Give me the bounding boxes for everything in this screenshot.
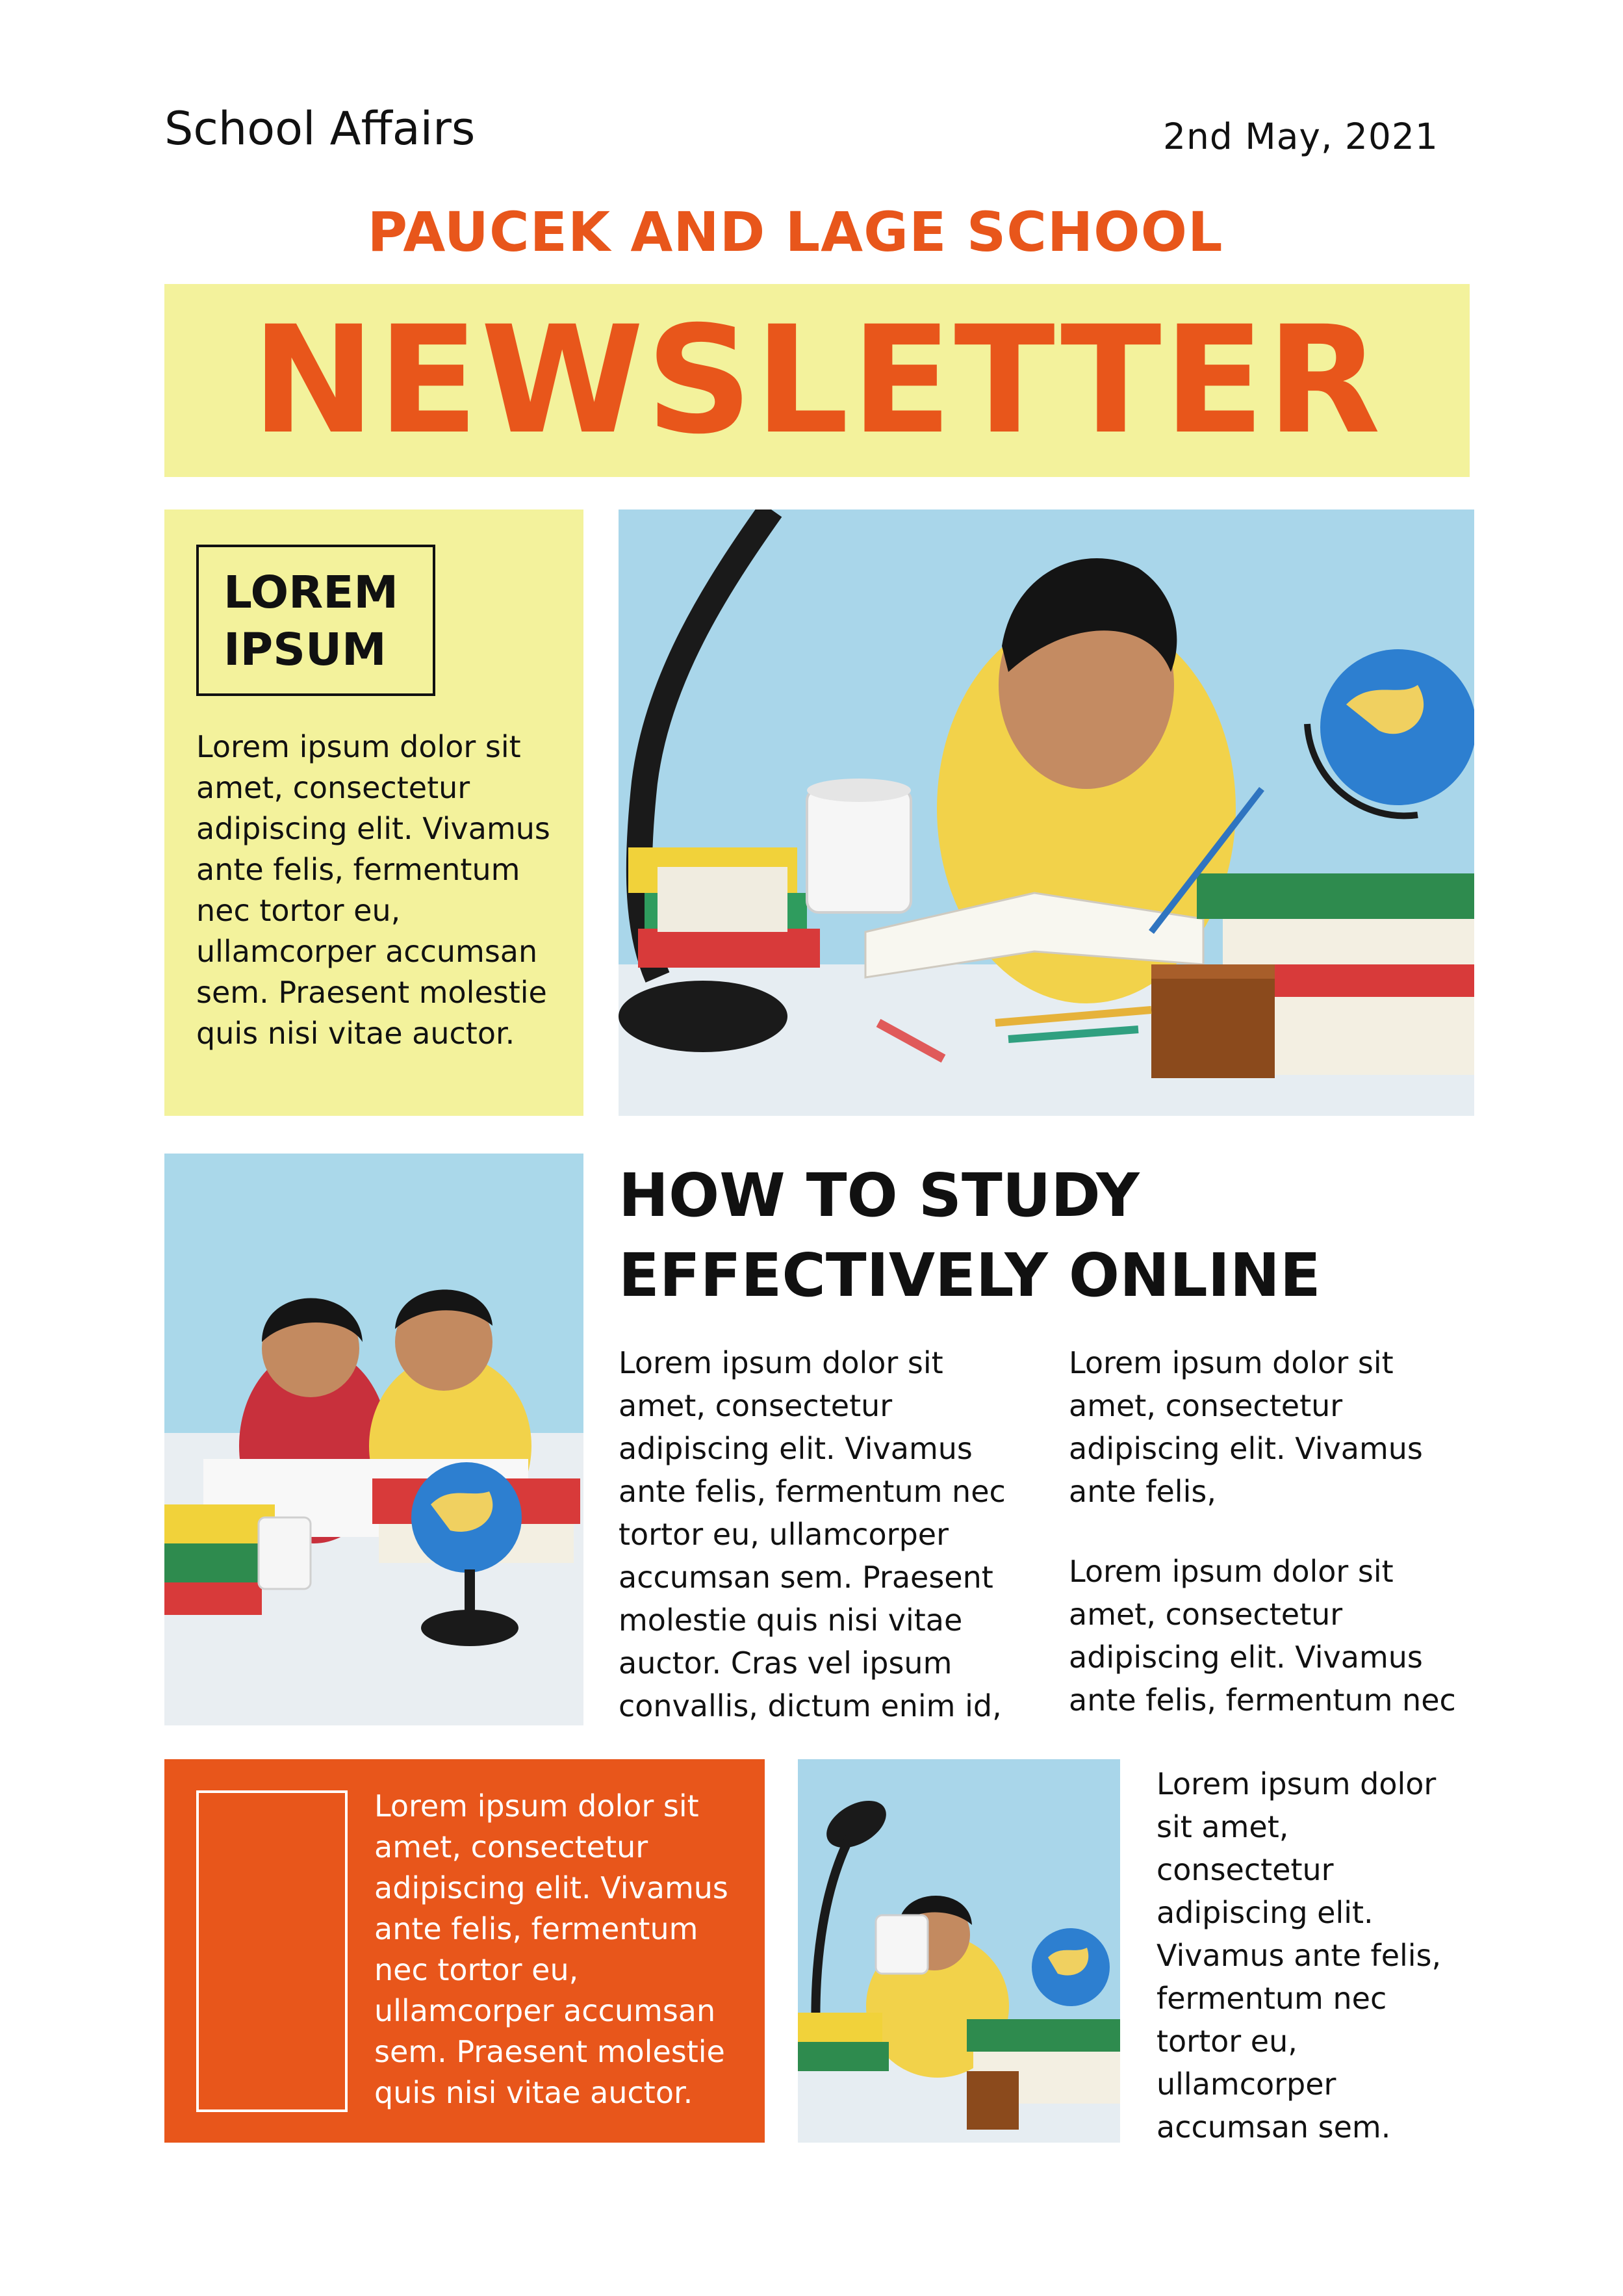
photo-kids-drawing bbox=[164, 1154, 583, 1725]
main-photo-boy-studying bbox=[619, 510, 1474, 1116]
callout-frame bbox=[196, 1790, 348, 2112]
article-column-2-paragraph-2: Lorem ipsum dolor sit amet, consectetur adipiscing elit. Vivamus ante felis, fermentum nec bbox=[1069, 1554, 1456, 1718]
feature-body-text: Lorem ipsum dolor sit amet, consectetur adipiscing elit. Vivamus ante felis, fermentum nec tortor eu, ullamcorper accumsan sem. Praesent molestie quis nisi vitae auctor. bbox=[196, 729, 550, 1051]
article-column-1: Lorem ipsum dolor sit amet, consectetur adipiscing elit. Vivamus ante felis, fermentum nec tortor eu, ullamcorper accumsan sem. Praesent molestie quis nisi vitae auctor. Cras vel ipsum convallis, dictum enim id, bbox=[619, 1345, 1006, 1723]
feature-label: LOREM IPSUM bbox=[224, 567, 399, 676]
publication-name: School Affairs bbox=[164, 102, 476, 155]
issue-date: 2nd May, 2021 bbox=[1163, 116, 1438, 157]
article-column-2-paragraph-1: Lorem ipsum dolor sit amet, consectetur adipiscing elit. Vivamus ante felis, bbox=[1069, 1345, 1423, 1509]
school-name: PAUCEK AND LAGE SCHOOL bbox=[367, 200, 1223, 264]
photo-boy-drinking bbox=[798, 1759, 1120, 2143]
newsletter-title: NEWSLETTER bbox=[251, 294, 1383, 467]
side-column-text: Lorem ipsum dolor sit amet, consectetur adipiscing elit. Vivamus ante felis, fermentum nec tortor eu, ullamcorper accumsan sem. bbox=[1157, 1766, 1442, 2145]
callout-body-text: Lorem ipsum dolor sit amet, consectetur adipiscing elit. Vivamus ante felis, fermentum nec tortor eu, ullamcorper accumsan sem. Praesent molestie quis nisi vitae auctor. bbox=[374, 1788, 728, 2110]
article-headline: HOW TO STUDY EFFECTIVELY ONLINE bbox=[619, 1161, 1321, 1310]
